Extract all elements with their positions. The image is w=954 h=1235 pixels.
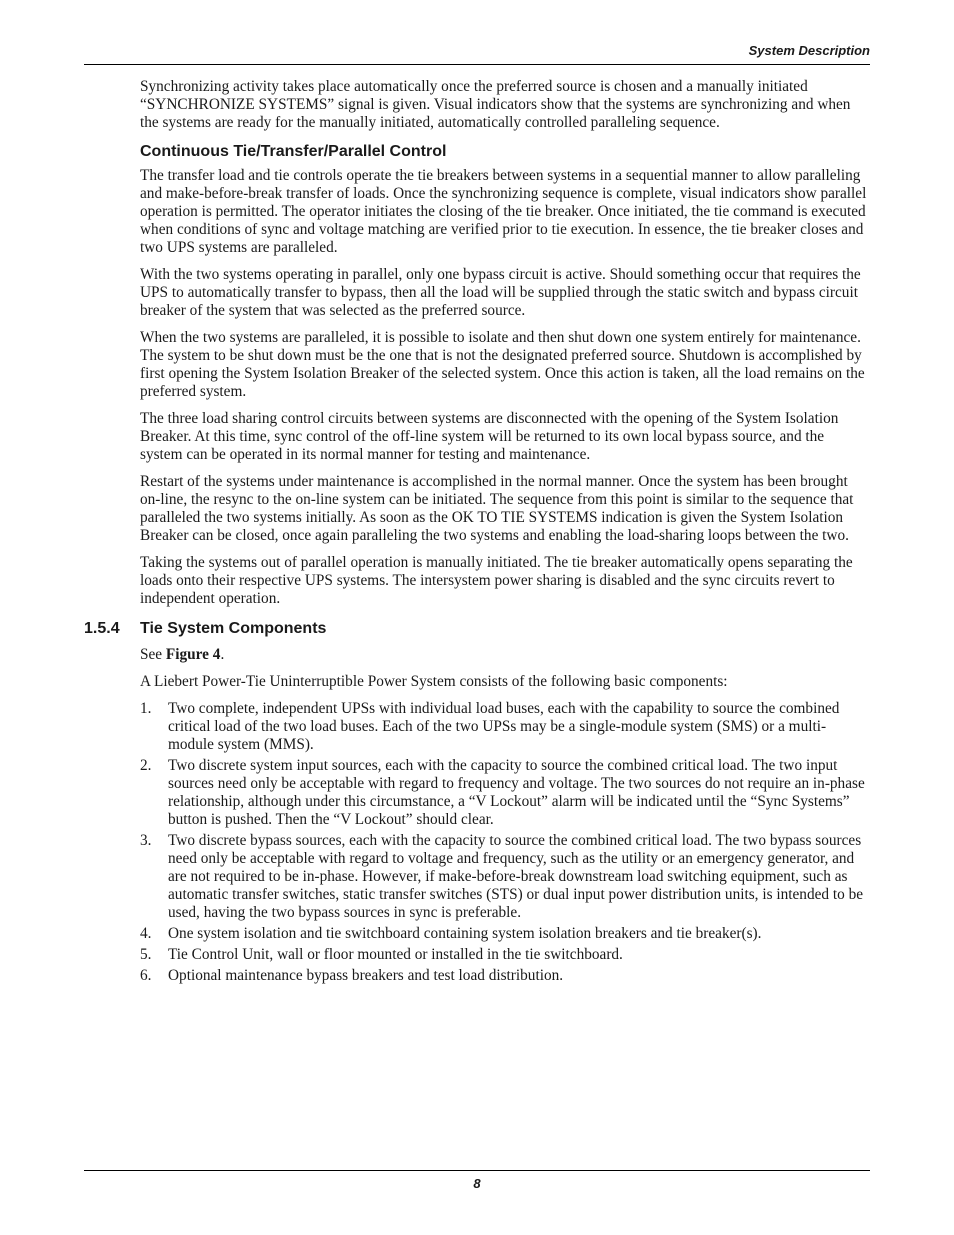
list-marker: 4.: [140, 925, 152, 942]
see-suffix: .: [220, 646, 225, 663]
list-item: [140, 946, 870, 964]
paragraph: Restart of the systems under maintenance is accomplished in the normal manner. Once the system has been brought on-line, the resync to the on-line system can be initiated. The sequence from this point is similar to the sequence that paralleled the two systems initially. As soon as the OK TO TIE SYSTEMS indication is given the System Isolation Breaker can be closed, once again paralleling the two systems and enabling the load-sharing loops between the two.: [140, 473, 854, 544]
section-number: 1.5.4: [84, 620, 120, 637]
figure-link[interactable]: Figure 4: [165, 646, 221, 663]
section-heading-tie-system-components: [84, 619, 870, 639]
paragraph: Taking the systems out of parallel operation is manually initiated. The tie breaker automatically opens separating the loads onto their respective UPS systems. The intersystem power sharing is disabled and the sync circuits revert to independent operation.: [140, 554, 853, 607]
list-item-text: Tie Control Unit, wall or floor mounted or installed in the tie switchboard.: [168, 946, 623, 963]
list-item-text: One system isolation and tie switchboard containing system isolation breakers and tie breaker(s).: [168, 925, 762, 942]
list-item: [140, 925, 870, 943]
components-lead: A Liebert Power-Tie Uninterruptible Power System consists of the following basic components:: [140, 673, 728, 690]
header-rule: [84, 64, 870, 65]
paragraph: With the two systems operating in parallel, only one bypass circuit is active. Should something occur that requires the UPS to automatically transfer to bypass, then all the load will be supplied through the static switch and bypass circuit breaker of the system that was selected as the preferred source.: [140, 266, 861, 319]
list-marker: 5.: [140, 946, 152, 963]
paragraph: The three load sharing control circuits between systems are disconnected with the opening of the System Isolation Breaker. At this time, sync control of the off-line system will be returned to its own local bypass source, and the system can be operated in its normal manner for testing and maintenance.: [140, 410, 839, 463]
intro-paragraph: Synchronizing activity takes place automatically once the preferred source is chosen and a manually initiated “SYNCHRONIZE SYSTEMS” signal is given. Visual indicators show that the systems are synchronizing and when the systems are ready for the manually initiated, automatically controlled paralleling sequence.: [140, 78, 851, 131]
list-item: [140, 832, 870, 922]
list-marker: 6.: [140, 967, 152, 984]
components-list: [140, 700, 870, 985]
paragraph: When the two systems are paralleled, it is possible to isolate and then shut down one system entirely for maintenance. The system to be shut down must be the one that is not the designated preferred source. Shutdown is accomplished by first opening the System Isolation Breaker of the selected system. Once this action is taken, all the load remains on the preferred system.: [140, 329, 865, 400]
see-prefix: See: [140, 646, 166, 663]
list-item-text: Two discrete bypass sources, each with the capacity to source the combined critical load. The two bypass sources need only be acceptable with regard to voltage and frequency, such as the utility or an emergency generator, and are not required to be in-phase. However, if make-before-break downstream load switching equipment, such as automatic transfer switches, static transfer switches (STS) or dual input power distribution units, is intended to be used, having the two bypass sources in sync is preferable.: [168, 832, 864, 921]
list-item: [140, 700, 870, 754]
list-item: [140, 757, 870, 829]
section-heading-continuous-control: Continuous Tie/Transfer/Parallel Control: [140, 143, 447, 160]
running-header: System Description: [748, 43, 870, 58]
list-item-text: Two discrete system input sources, each with the capacity to source the combined critical load. The two input sources need only be acceptable with regard to frequency and voltage. The two sources do not require an in-phase relationship, although under this circumstance, a “V Lockout” alarm will be indicated until the “Sync Systems” button is pushed. Then the “V Lockout” should clear.: [168, 757, 865, 828]
list-marker: 3.: [140, 832, 152, 849]
page-body: [84, 78, 870, 988]
section-title: Tie System Components: [140, 620, 327, 637]
list-marker: 2.: [140, 757, 152, 774]
list-item: [140, 967, 870, 985]
paragraph: The transfer load and tie controls operate the tie breakers between systems in a sequential manner to allow paralleling and make-before-break transfer of loads. Once the synchronizing sequence is complete, visual indicators show parallel operation is permitted. The operator initiates the closing of the tie breaker. Once initiated, the tie command is executed when conditions of sync and voltage matching are verified prior to tie execution. In essence, the tie breaker closes and two UPS systems are paralleled.: [140, 167, 867, 256]
list-item-text: Optional maintenance bypass breakers and test load distribution.: [168, 967, 564, 984]
list-item-text: Two complete, independent UPSs with individual load buses, each with the capability to source the combined critical load of the two load buses. Each of the two UPSs may be a single-module system (SMS) or a multi-module system (MMS).: [168, 700, 840, 753]
page-number: 8: [473, 1176, 481, 1191]
figure-reference: [140, 646, 870, 664]
footer-rule: [84, 1170, 870, 1171]
list-marker: 1.: [140, 700, 152, 717]
